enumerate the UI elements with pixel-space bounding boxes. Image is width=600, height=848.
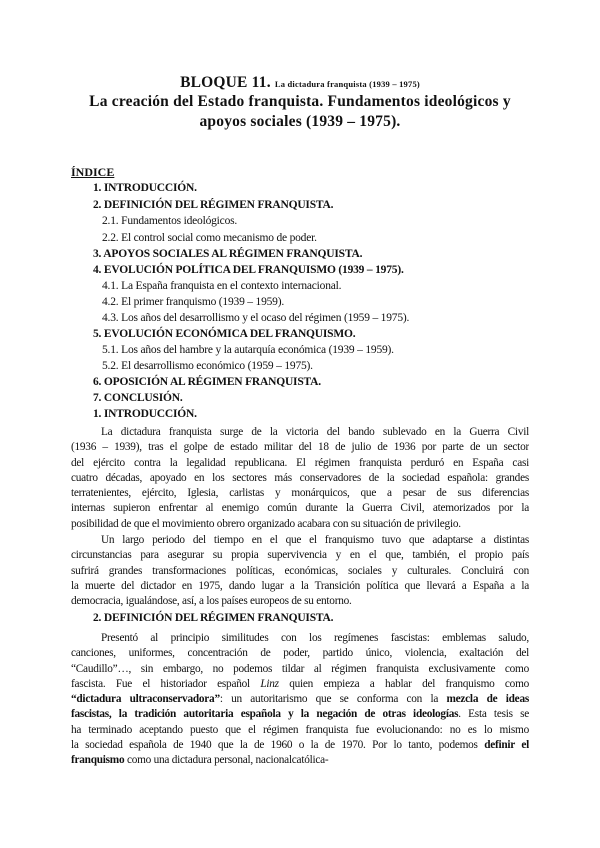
toc-item: 6. OPOSICIÓN AL RÉGIMEN FRANQUISTA.	[93, 376, 321, 388]
text-line: del ejército contra la legalidad republicana. El régimen franquista perduró en España casi	[71, 456, 529, 469]
bold-term: fascistas, la tradición autoritaria española y la negación de otras ideologías	[71, 708, 459, 721]
bloque-subtitle: La dictadura franquista (1939 – 1975)	[274, 79, 420, 89]
text-run: la sociedad española de 1940 que la de 1960 o la de 1970. Por lo tanto, podemos	[71, 739, 478, 752]
text-run: : un autoritarismo que se conforma con la	[219, 693, 439, 706]
index-heading: ÍNDICE	[71, 165, 115, 179]
text-line: democracia, igualándose, así, a los países europeos de su entorno.	[71, 595, 352, 608]
text-run: quien empieza a hablar del franquismo como	[289, 677, 529, 690]
toc-subitem: 5.1. Los años del hambre y la autarquía económica (1939 – 1959).	[102, 344, 394, 356]
document-title-line2: apoyos sociales (1939 – 1975).	[199, 113, 401, 130]
document-title-line1: La creación del Estado franquista. Fundamentos ideológicos y	[89, 93, 511, 110]
text-line	[71, 738, 529, 753]
section-heading-definicion: 2. DEFINICIÓN DEL RÉGIMEN FRANQUISTA.	[93, 612, 334, 624]
text-line	[71, 707, 529, 722]
text-line	[71, 692, 529, 707]
text-line: La dictadura franquista surge de la victoria del bando sublevado en la Guerra Civil	[101, 426, 529, 438]
text-line: (1936 – 1939), tras el golpe de estado militar del 18 de julio de 1936 por parte de un sector	[71, 441, 529, 454]
text-line: canciones, uniformes, concentración de poder, partido único, violencia, exaltación del	[71, 647, 529, 660]
toc-item: 3. APOYOS SOCIALES AL RÉGIMEN FRANQUISTA.	[93, 248, 363, 260]
text-line: Un largo periodo del tiempo en el que el franquismo tuvo que adaptarse a distintas	[101, 534, 529, 546]
toc-subitem: 4.1. La España franquista en el contexto internacional.	[102, 280, 342, 292]
text-line: circunstancias para asegurar su propia supervivencia y en el que, también, el propio país	[71, 549, 529, 562]
paragraph-definicion	[71, 631, 529, 769]
section-heading-introduccion: 1. INTRODUCCIÓN.	[93, 408, 197, 420]
paragraph-intro-2	[71, 533, 529, 609]
toc-subitem: 5.2. El desarrollismo económico (1959 – 1975).	[102, 360, 313, 372]
text-line: la muerte del dictador en 1975, dando lugar a la Transición política que llevará a España a la	[71, 579, 529, 592]
text-line: sufrirá grandes transformaciones políticas, económicas, sociales y culturales. Concluirá con	[71, 564, 529, 577]
text-line: ha terminado aceptando puesto que el régimen franquista fue evolucionando: no es lo mismo	[71, 723, 529, 736]
text-line: terratenientes, ejército, Iglesia, carlistas y monárquicos, que a pesar de sus diferencias	[71, 487, 529, 500]
bloque-heading	[0, 74, 600, 92]
text-line: posibilidad de que el movimiento obrero organizado acabara con su situación de privilegio.	[71, 517, 461, 530]
toc-subitem: 4.3. Los años del desarrollismo y el ocaso del régimen (1959 – 1975).	[102, 312, 410, 324]
bold-term: mezcla de ideas	[446, 693, 529, 706]
toc-item: 1. INTRODUCCIÓN.	[93, 182, 197, 194]
text-line: Presentó al principio similitudes con los regímenes fascistas: emblemas saludo,	[101, 632, 529, 644]
text-line	[71, 677, 529, 692]
toc-item: 2. DEFINICIÓN DEL RÉGIMEN FRANQUISTA.	[93, 199, 334, 211]
bold-term: franquismo	[71, 754, 125, 767]
text-line: “Caudillo”…, sin embargo, no podemos tildar al régimen franquista exclusivamente como	[71, 662, 529, 675]
toc-subitem: 2.1. Fundamentos ideológicos.	[102, 215, 238, 227]
toc-item: 4. EVOLUCIÓN POLÍTICA DEL FRANQUISMO (1939 – 1975).	[93, 264, 404, 276]
bold-term: definir el	[484, 739, 529, 752]
toc-item: 5. EVOLUCIÓN ECONÓMICA DEL FRANQUISMO.	[93, 328, 356, 340]
bloque-label: BLOQUE 11.	[180, 74, 271, 91]
text-line: cuatro décadas, apoyado en los sectores más conservadores de la sociedad española: grandes	[71, 471, 529, 484]
author-name: Linz	[260, 677, 279, 690]
toc-item: 7. CONCLUSIÓN.	[93, 392, 183, 404]
text-run: como una dictadura personal, nacionalcatólica-	[126, 754, 329, 767]
bold-term: “dictadura ultraconservadora”	[71, 693, 220, 706]
toc-subitem: 4.2. El primer franquismo (1939 – 1959).	[102, 296, 285, 308]
text-line	[71, 753, 529, 768]
text-run: fascista. Fue el historiador español	[71, 677, 250, 690]
toc-subitem: 2.2. El control social como mecanismo de poder.	[102, 232, 317, 244]
paragraph-intro-1	[71, 425, 529, 532]
text-line: internas supieron enfrentar al enemigo común durante la Guerra Civil, atemorizados por la	[71, 502, 529, 515]
text-run: . Esta tesis se	[458, 708, 529, 721]
